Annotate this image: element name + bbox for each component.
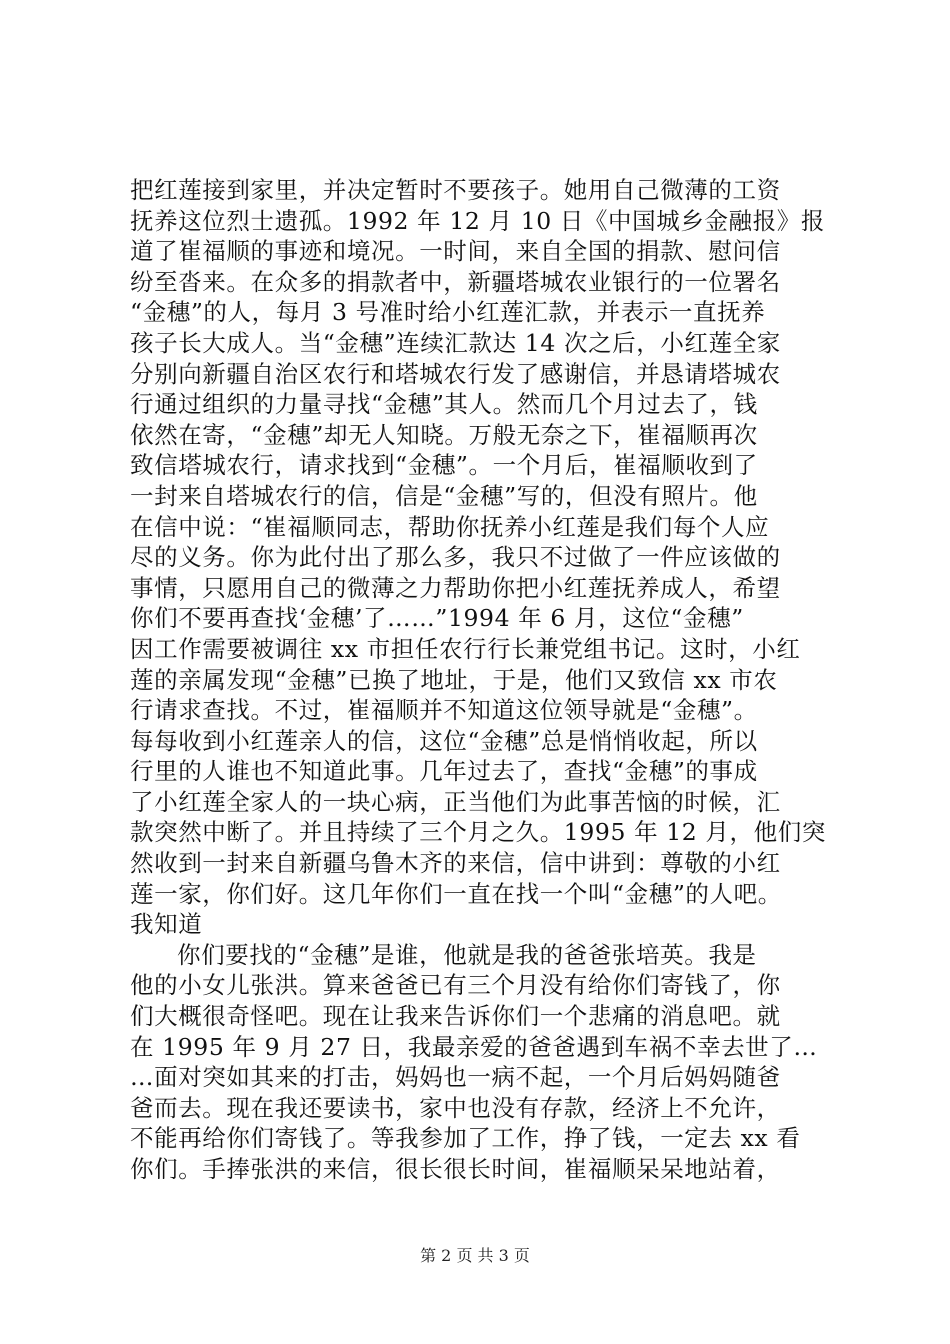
text-line: 在 1995 年 9 月 27 日，我最亲爱的爸爸遇到车祸不幸去世了…: [130, 1032, 818, 1061]
text-line: 然收到一封来自新疆乌鲁木齐的来信，信中讲到：尊敬的小红: [130, 849, 781, 878]
text-line: 行通过组织的力量寻找“金穗”其人。然而几个月过去了，钱: [130, 390, 758, 419]
text-line: 他的小女儿张洪。算来爸爸已有三个月没有给你们寄钱了，你: [130, 971, 781, 1000]
text-line: 行请求查找。不过，崔福顺并不知道这位领导就是“金穗”。: [130, 696, 758, 725]
text-line: 致信塔城农行，请求找到“金穗”。一个月后，崔福顺收到了: [130, 451, 758, 480]
paragraph-start-line: 你们要找的“金穗”是谁，他就是我的爸爸张培英。我是: [177, 940, 757, 969]
page-number-footer: 第 2 页 共 3 页: [420, 1246, 530, 1265]
text-line: 尽的义务。你为此付出了那么多，我只不过做了一件应该做的: [130, 543, 781, 572]
text-line: 们大概很奇怪吧。现在让我来告诉你们一个悲痛的消息吧。就: [130, 1002, 781, 1031]
text-line: 因工作需要被调往 xx 市担任农行行长兼党组书记。这时，小红: [130, 634, 801, 663]
text-line: “金穗”的人，每月 3 号准时给小红莲汇款，并表示一直抚养: [130, 298, 766, 327]
text-line: 款突然中断了。并且持续了三个月之久。1995 年 12 月，他们突: [130, 818, 826, 847]
text-line: 孩子长大成人。当“金穗”连续汇款达 14 次之后，小红莲全家: [130, 328, 781, 357]
text-line: 一封来自塔城农行的信，信是“金穗”写的，但没有照片。他: [130, 481, 758, 510]
text-line: 莲一家，你们好。这几年你们一直在找一个叫“金穗”的人吧。: [130, 879, 782, 908]
text-line: 纷至沓来。在众多的捐款者中，新疆塔城农业银行的一位署名: [130, 267, 781, 296]
text-line: 抚养这位烈士遗孤。1992 年 12 月 10 日《中国城乡金融报》报: [130, 206, 825, 235]
text-line: …面对突如其来的打击，妈妈也一病不起，一个月后妈妈随爸: [130, 1063, 781, 1092]
text-line: 在信中说：“崔福顺同志，帮助你抚养小红莲是我们每个人应: [130, 512, 770, 541]
text-line: 莲的亲属发现“金穗”已换了地址，于是，他们又致信 xx 市农: [130, 665, 778, 694]
text-line: 你们。手捧张洪的来信，很长很长时间，崔福顺呆呆地站着，: [130, 1155, 781, 1183]
text-line: 道了崔福顺的事迹和境况。一时间，来自全国的捐款、慰问信: [130, 237, 781, 266]
text-line: 爸而去。现在我还要读书，家中也没有存款，经济上不允许，: [130, 1093, 781, 1122]
text-line: 我知道: [130, 910, 203, 939]
text-line: 分别向新疆自治区农行和塔城农行发了感谢信，并恳请塔城农: [130, 359, 781, 388]
text-line: 每每收到小红莲亲人的信，这位“金穗”总是悄悄收起，所以: [130, 726, 758, 755]
text-line: 不能再给你们寄钱了。等我参加了工作，挣了钱，一定去 xx 看: [130, 1124, 801, 1153]
text-line: 依然在寄，“金穗”却无人知晓。万般无奈之下，崔福顺再次: [130, 420, 758, 449]
text-line: 把红莲接到家里，并决定暂时不要孩子。她用自己微薄的工资: [130, 176, 781, 204]
text-line: 事情，只愿用自己的微薄之力帮助你把小红莲抚养成人，希望: [130, 573, 781, 602]
document-body: [130, 175, 860, 1185]
text-line: 了小红莲全家人的一块心病，正当他们为此事苦恼的时候，汇: [130, 787, 781, 816]
text-line: 行里的人谁也不知道此事。几年过去了，查找“金穗”的事成: [130, 757, 758, 786]
text-line: 你们不要再查找‘金穗’了……”1994 年 6 月，这位“金穗”: [130, 604, 744, 633]
